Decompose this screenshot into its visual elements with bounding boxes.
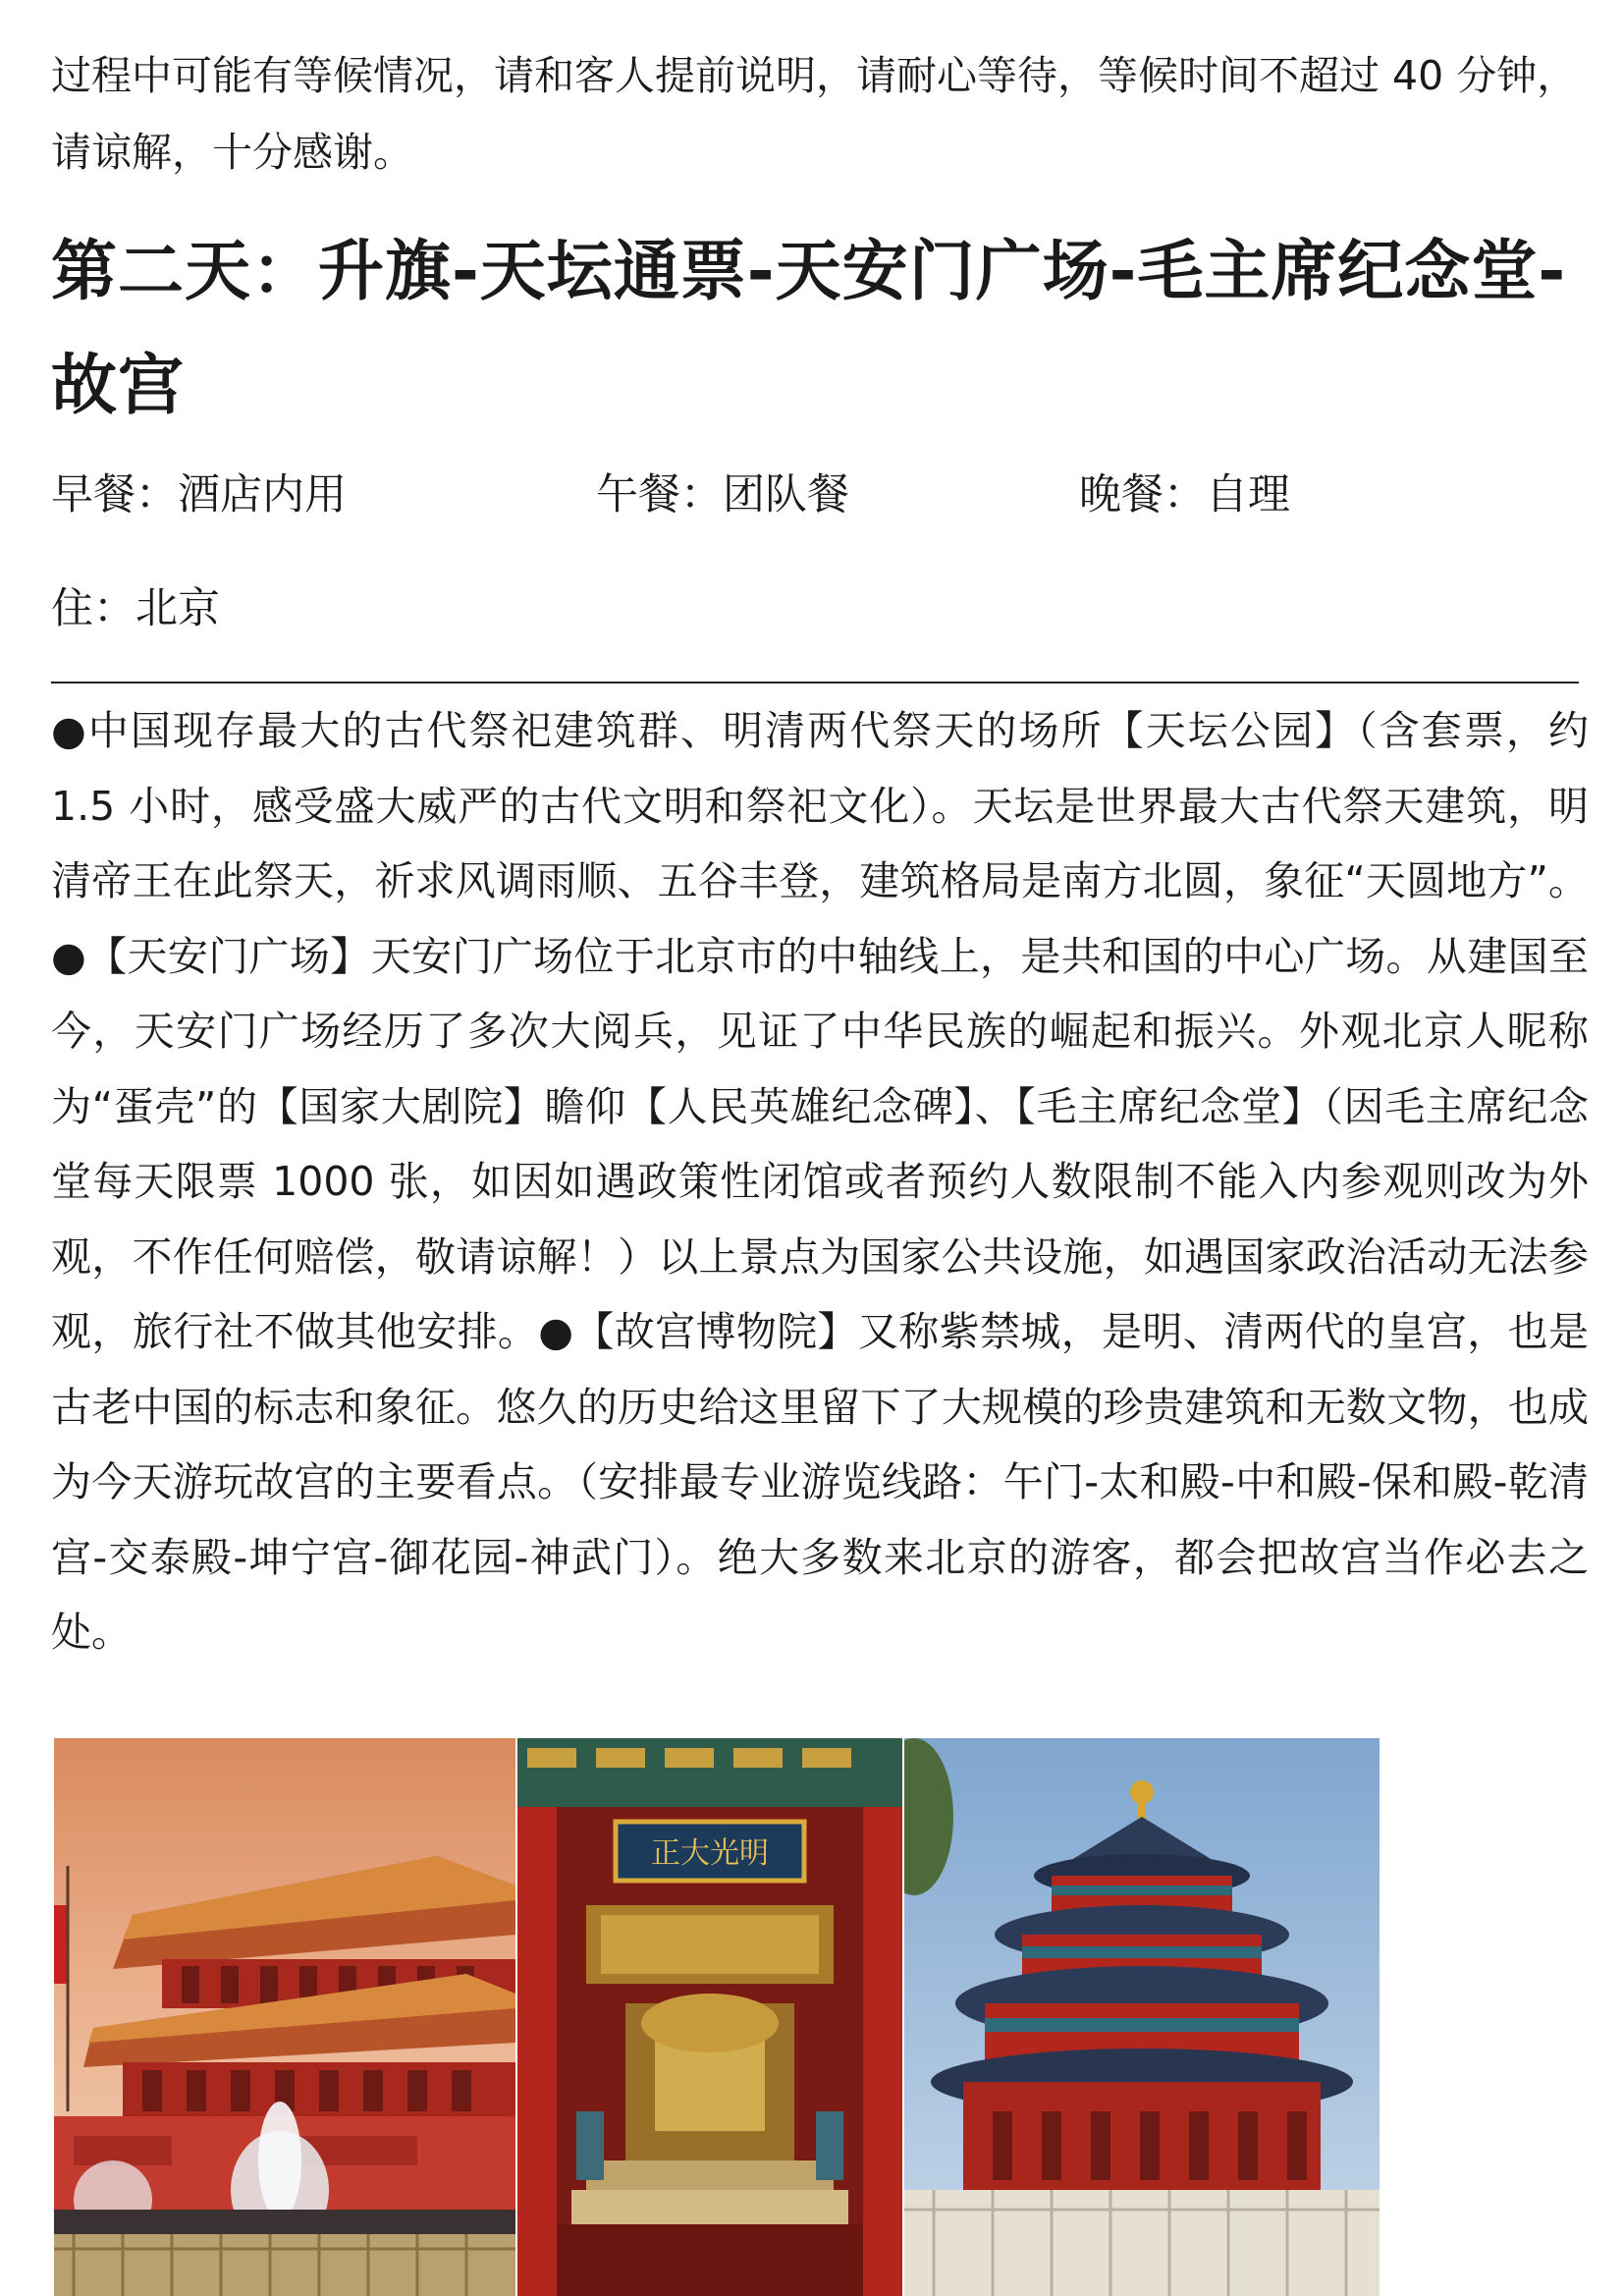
photo-strip bbox=[54, 1738, 1380, 2296]
day-title: 第二天：升旗-天坛通票-天安门广场-毛主席纪念堂-故宫 bbox=[51, 233, 1567, 423]
throne-plaque-text: 正大光明 bbox=[651, 1836, 769, 1871]
breakfast-info: 早餐：酒店内用 bbox=[51, 470, 347, 519]
dinner-info: 晚餐：自理 bbox=[1079, 470, 1290, 519]
lunch-info: 午餐：团队餐 bbox=[596, 470, 849, 519]
tiananmen-photo bbox=[54, 1738, 515, 2296]
itinerary-description: ●中国现存最大的古代祭祀建筑群、明清两代祭天的场所【天坛公园】（含套票，约 1.5 小时，感受盛大威严的古代文明和祭祀文化）。天坛是世界最大古代祭天建筑，明清帝王在此祭天，祈求风调雨顺、五谷丰登，建筑格局是南方北圆，象征“天圆地方”。●【天安门广场】天安门广场位于北京市的中轴线上，是共和国的中心广场。从建国至今，天安门广场经历了多次大阅兵，见证了中华民族的崛起和振兴。外观北京人昵称为“蛋壳”的【国家大剧院】瞻仰【人民英雄纪念碑】、【毛主席纪念堂】（因毛主席纪念堂每天限票 1000 张，如因如遇政策性闭馆或者预约人数限制不能入内参观则改为外观，不作任何赔偿，敬请谅解！）以上景点为国家公共设施，如遇国家政治活动无法参观，旅行社不做其他安排。●【故宫博物院】又称紫禁城，是明、清两代的皇宫，也是古老中国的标志和象征。悠久的历史给这里留下了大规模的珍贵建筑和无数文物，也成为今天游玩故宫的主要看点。（安排最专业游览线路：午门-太和殿-中和殿-保和殿-乾清宫-交泰殿-坤宁宫-御花园-神武门）。绝大多数来北京的游客，都会把故宫当作必去之处。 bbox=[51, 707, 1589, 1656]
intro-paragraph: 过程中可能有等候情况，请和客人提前说明，请耐心等待，等候时间不超过 40 分钟，请谅解，十分感谢。 bbox=[51, 52, 1578, 176]
stay-info: 住：北京 bbox=[51, 584, 220, 633]
section-divider bbox=[51, 682, 1579, 683]
throne-hall-photo bbox=[517, 1738, 902, 2296]
temple-of-heaven-photo bbox=[904, 1738, 1380, 2296]
meals-row bbox=[51, 462, 1589, 520]
